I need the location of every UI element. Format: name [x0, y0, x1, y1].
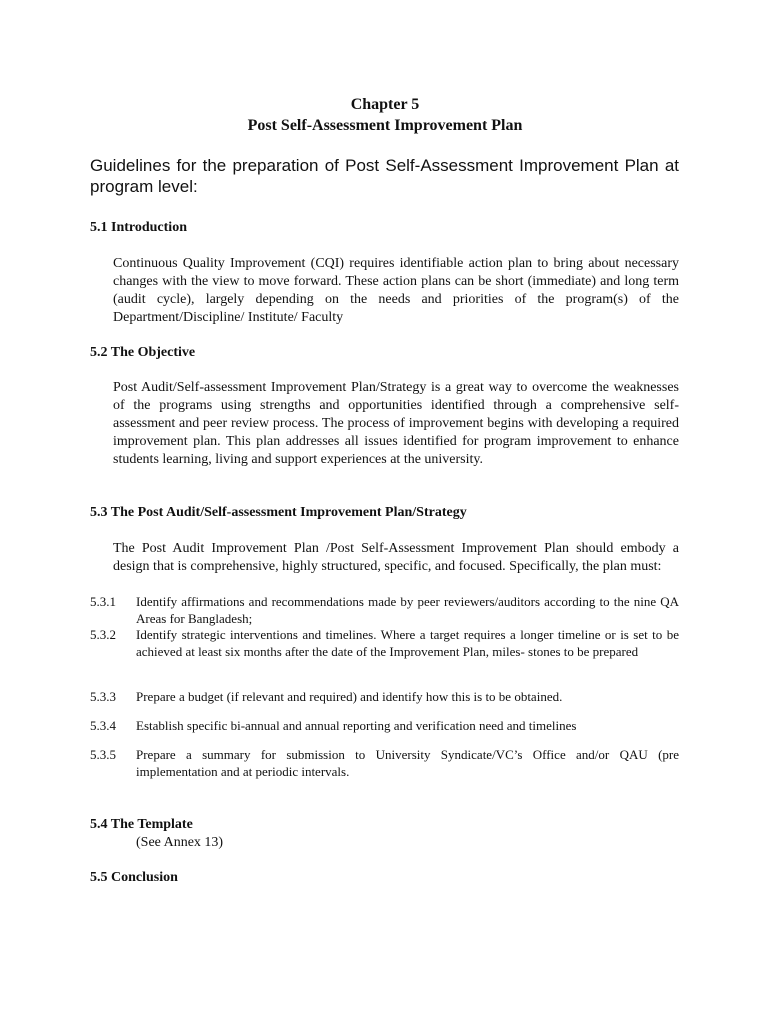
section-heading-introduction: 5.1 Introduction: [90, 220, 187, 235]
list-item-number: 5.3.5: [90, 747, 116, 762]
section-heading-strategy: 5.3 The Post Audit/Self-assessment Improvement Plan/Strategy: [90, 505, 467, 520]
list-item-text: Prepare a summary for submission to University Syndicate/VC’s Office and/or QAU (pre implementation and at periodic intervals.: [136, 747, 679, 779]
section-heading-objective: 5.2 The Objective: [90, 345, 196, 360]
list-item-text: Prepare a budget (if relevant and required) and identify how this is to be obtained.: [136, 689, 563, 704]
template-annex-reference: (See Annex 13): [136, 835, 224, 850]
list-item-number: 5.3.1: [90, 594, 116, 609]
list-item-text: Identify strategic interventions and timelines. Where a target requires a longer timeline or is set to be achieved at least six months after the date of the Improvement Plan, miles- stones to be prepared: [136, 627, 679, 659]
list-item: [90, 689, 679, 706]
list-item: [90, 627, 679, 660]
list-item-text: Establish specific bi-annual and annual reporting and verification need and timelines: [136, 718, 577, 733]
section-heading-conclusion: 5.5 Conclusion: [90, 870, 178, 885]
introduction-paragraph: Continuous Quality Improvement (CQI) requires identifiable action plan to bring about necessary changes with the view to move forward. These action plans can be short (immediate) and long term (audit cycle), largely depending on the needs and priorities of the program(s) of the Department/Discipline/ Institute/ Faculty: [113, 256, 679, 325]
list-item: [90, 747, 679, 780]
list-item: [90, 718, 679, 735]
chapter-title: Post Self-Assessment Improvement Plan: [247, 117, 523, 134]
list-item-number: 5.3.4: [90, 718, 116, 733]
chapter-label: Chapter 5: [350, 96, 420, 113]
list-item: [90, 594, 679, 627]
section-heading-template: 5.4 The Template: [90, 817, 193, 832]
guidelines-paragraph: Guidelines for the preparation of Post Self-Assessment Improvement Plan at program level:: [90, 156, 679, 196]
list-item-number: 5.3.2: [90, 627, 116, 642]
objective-paragraph: Post Audit/Self-assessment Improvement Plan/Strategy is a great way to overcome the weaknesses of the programs using strengths and opportunities identified through a comprehensive self-assessment and peer review process. The process of improvement begins with developing a required improvement plan. This plan addresses all issues identified for program improvement to enhance students learning, living and support experiences at the university.: [113, 380, 679, 467]
list-item-number: 5.3.3: [90, 689, 116, 704]
list-item-text: Identify affirmations and recommendations made by peer reviewers/auditors according to the nine QA Areas for Bangladesh;: [136, 594, 679, 626]
strategy-paragraph: The Post Audit Improvement Plan /Post Self-Assessment Improvement Plan should embody a design that is comprehensive, highly structured, specific, and focused. Specifically, the plan must:: [113, 541, 679, 574]
